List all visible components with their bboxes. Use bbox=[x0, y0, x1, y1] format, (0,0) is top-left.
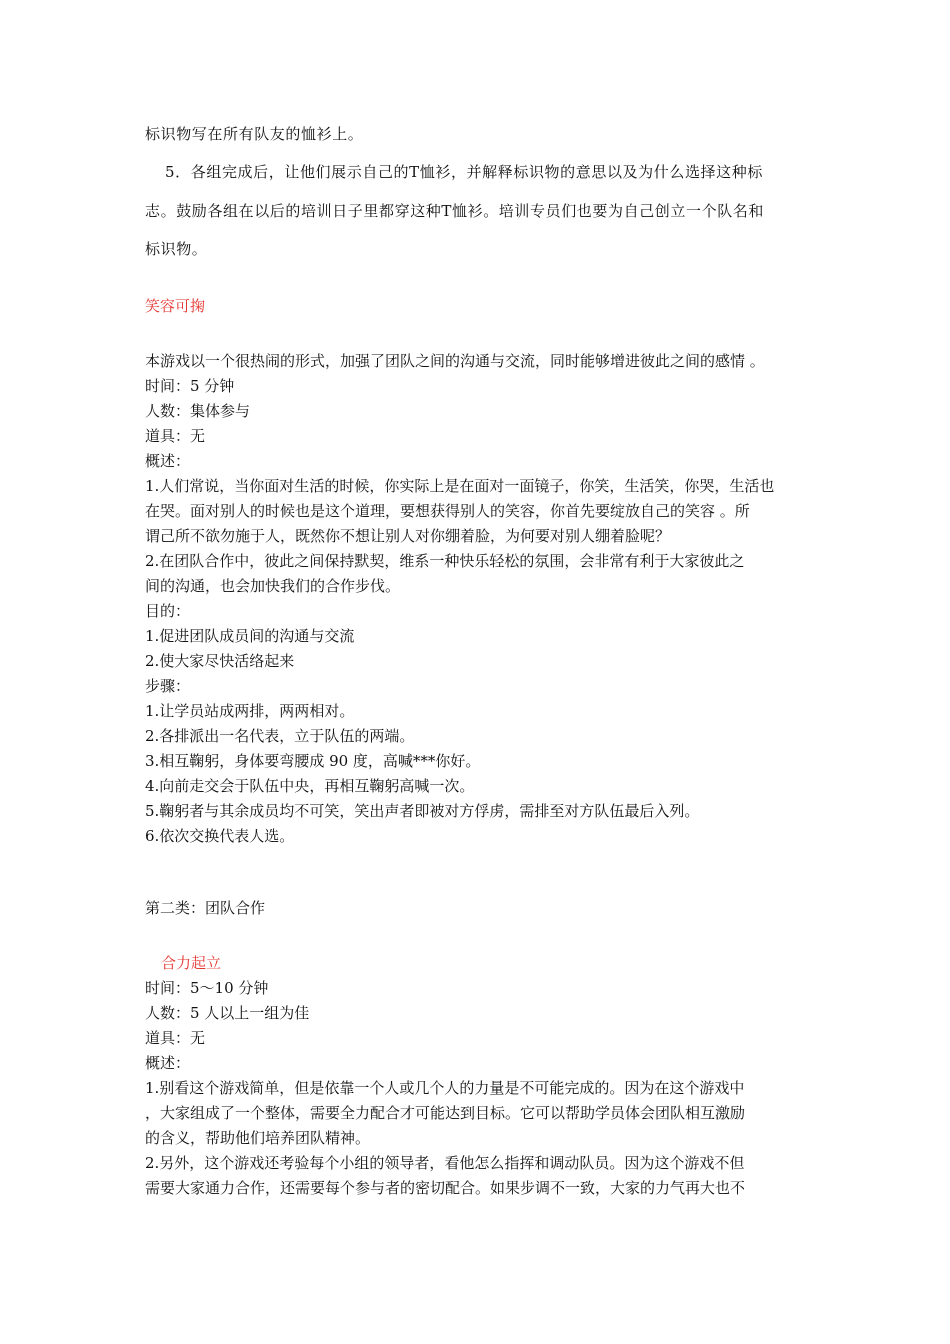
game1-line: 间的沟通，也会加快我们的合作步伐。 bbox=[145, 577, 401, 595]
game1-line: 步骤： bbox=[145, 677, 191, 695]
game1-line: 1.人们常说，当你面对生活的时候，你实际上是在面对一面镜子，你笑，生活笑，你哭，生活也 bbox=[145, 477, 775, 495]
game2-line: 2.另外，这个游戏还考验每个小组的领导者，看他怎么指挥和调动队员。因为这个游戏不但 bbox=[145, 1154, 745, 1172]
game1-title: 笑容可掬 bbox=[145, 297, 206, 315]
game2-title: 合力起立 bbox=[161, 954, 222, 972]
game1-line: 3.相互鞠躬，身体要弯腰成 90 度，高喊***你好。 bbox=[145, 752, 481, 770]
game1-line: 1.让学员站成两排，两两相对。 bbox=[145, 702, 355, 720]
game1-line: 4.向前走交会于队伍中央，再相互鞠躬高喊一次。 bbox=[145, 777, 475, 795]
game1-line: 6.依次交换代表人选。 bbox=[145, 827, 295, 845]
game2-line: 人数：5 人以上一组为佳 bbox=[145, 1004, 310, 1022]
game1-line: 2.使大家尽快活络起来 bbox=[145, 652, 295, 670]
game2-line: 需要大家通力合作，还需要每个参与者的密切配合。如果步调不一致，大家的力气再大也不 bbox=[145, 1179, 746, 1197]
game1-line: 目的： bbox=[145, 602, 191, 620]
game2-line: 概述： bbox=[145, 1054, 191, 1072]
game1-line: 谓己所不欲勿施于人，既然你不想让别人对你绷着脸，为何要对别人绷着脸呢？ bbox=[145, 527, 671, 545]
game1-line: 2.各排派出一名代表，立于队伍的两端。 bbox=[145, 727, 415, 745]
game1-line: 1.促进团队成员间的沟通与交流 bbox=[145, 627, 355, 645]
game1-line: 人数：集体参与 bbox=[145, 402, 251, 420]
game2-line: 道具：无 bbox=[145, 1029, 206, 1047]
intro-line-3: 志。鼓励各组在以后的培训日子里都穿这种T恤衫。培训专员们也要为自己创立一个队名和 bbox=[145, 202, 765, 220]
intro-line-4: 标识物。 bbox=[145, 240, 208, 258]
game2-line: 时间：5～10 分钟 bbox=[145, 979, 269, 997]
intro-line-1: 标识物写在所有队友的恤衫上。 bbox=[145, 125, 364, 143]
game1-line: 本游戏以一个很热闹的形式，加强了团队之间的沟通与交流，同时能够增进彼此之间的感情 。 bbox=[145, 352, 765, 370]
game1-line: 概述： bbox=[145, 452, 191, 470]
game1-line: 在哭。面对别人的时候也是这个道理，要想获得别人的笑容，你首先要绽放自己的笑容 。所 bbox=[145, 502, 750, 520]
game2-line: 的含义，帮助他们培养团队精神。 bbox=[145, 1129, 371, 1147]
game2-line: ，大家组成了一个整体，需要全力配合才可能达到目标。它可以帮助学员体会团队相互激励 bbox=[145, 1104, 746, 1122]
game1-line: 道具：无 bbox=[145, 427, 206, 445]
game1-line: 时间：5 分钟 bbox=[145, 377, 235, 395]
intro-line-2: 5．各组完成后，让他们展示自己的T恤衫，并解释标识物的意思以及为什么选择这种标 bbox=[165, 163, 763, 181]
game2-line: 1.别看这个游戏简单，但是依靠一个人或几个人的力量是不可能完成的。因为在这个游戏中 bbox=[145, 1079, 745, 1097]
game1-line: 5.鞠躬者与其余成员均不可笑，笑出声者即被对方俘虏，需排至对方队伍最后入列。 bbox=[145, 802, 700, 820]
section-heading: 第二类：团队合作 bbox=[145, 899, 266, 917]
game1-line: 2.在团队合作中，彼此之间保持默契，维系一种快乐轻松的氛围，会非常有利于大家彼此之 bbox=[145, 552, 745, 570]
